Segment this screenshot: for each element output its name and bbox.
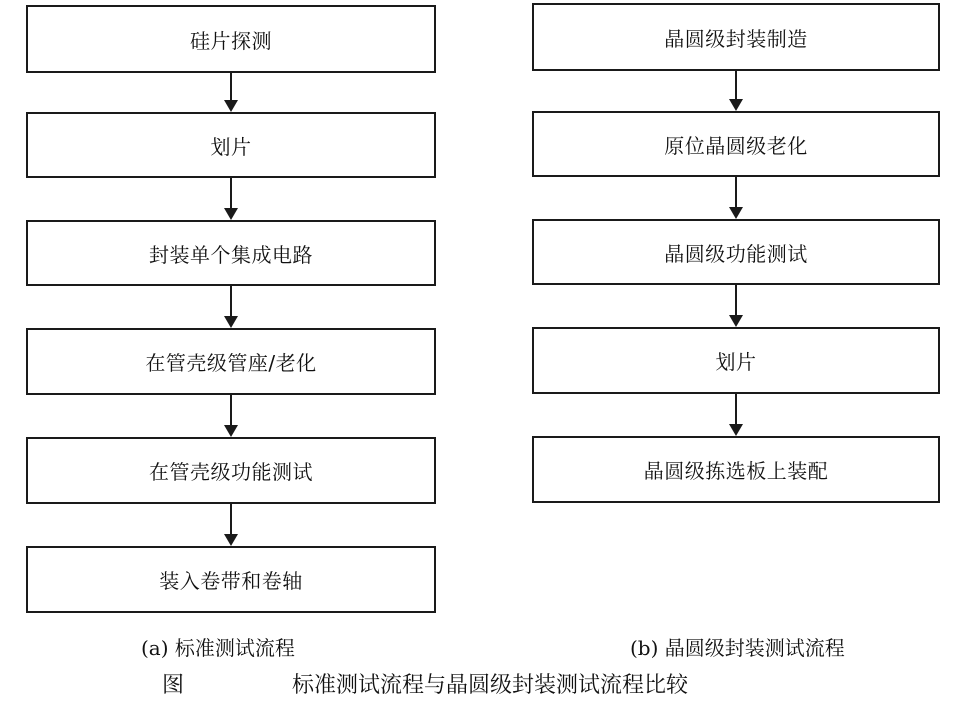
flow-a-arrow-2 (221, 178, 241, 220)
figure-label-text: 图 (162, 673, 185, 698)
flow-a-step-6 (26, 546, 436, 613)
flow-b-step-2-label: 原位晶圆级老化 (664, 133, 808, 158)
flow-b-step-3 (532, 219, 940, 285)
flow-b-caption (630, 632, 845, 661)
flow-b-step-5-label: 晶圆级拣选板上装配 (643, 459, 829, 483)
flow-a-step-2 (26, 112, 436, 178)
flow-a-step-1-label: 硅片探测 (190, 28, 272, 53)
flow-a-arrow-5 (221, 504, 241, 546)
figure-title-text: 标准测试流程与晶圆级封装测试流程比较 (292, 673, 689, 698)
flow-a-arrow-4 (221, 395, 241, 437)
flow-a-caption (141, 632, 295, 661)
flow-a-step-3-label: 封装单个集成电路 (149, 242, 313, 267)
flow-b-step-4 (532, 327, 940, 394)
figure-label (162, 668, 184, 699)
flow-b-arrow-2 (726, 177, 746, 219)
flow-b-step-1 (532, 3, 940, 71)
flow-a-step-6-label: 装入卷带和卷轴 (159, 569, 303, 593)
flow-b-step-4-label: 划片 (715, 350, 757, 374)
flow-a-step-5-label: 在管壳级功能测试 (149, 460, 313, 484)
flow-a-step-2-label: 划片 (210, 134, 252, 159)
flow-b-arrow-3 (726, 285, 746, 327)
flow-a-caption-text: 标准测试流程 (174, 636, 295, 660)
flow-a-step-5 (26, 437, 436, 504)
flow-b-step-1-label: 晶圆级封装制造 (664, 26, 808, 51)
flow-b-caption-text: 晶圆级封装测试流程 (664, 636, 845, 660)
flow-b-arrow-4 (726, 394, 746, 436)
flow-a-arrow-3 (221, 286, 241, 328)
figure-title (292, 668, 688, 699)
flow-a-step-1 (26, 5, 436, 73)
flow-a-arrow-1 (221, 73, 241, 112)
flow-b-arrow-1 (726, 71, 746, 111)
flow-a-step-3 (26, 220, 436, 286)
flow-b-step-5 (532, 436, 940, 503)
flow-b-caption-prefix: (b) (630, 636, 659, 660)
flow-a-step-4 (26, 328, 436, 395)
flow-b-step-2 (532, 111, 940, 177)
flow-a-caption-prefix: (a) (141, 636, 169, 660)
flow-a-step-4-label: 在管壳级管座/老化 (145, 351, 317, 375)
flow-b-step-3-label: 晶圆级功能测试 (664, 241, 808, 266)
